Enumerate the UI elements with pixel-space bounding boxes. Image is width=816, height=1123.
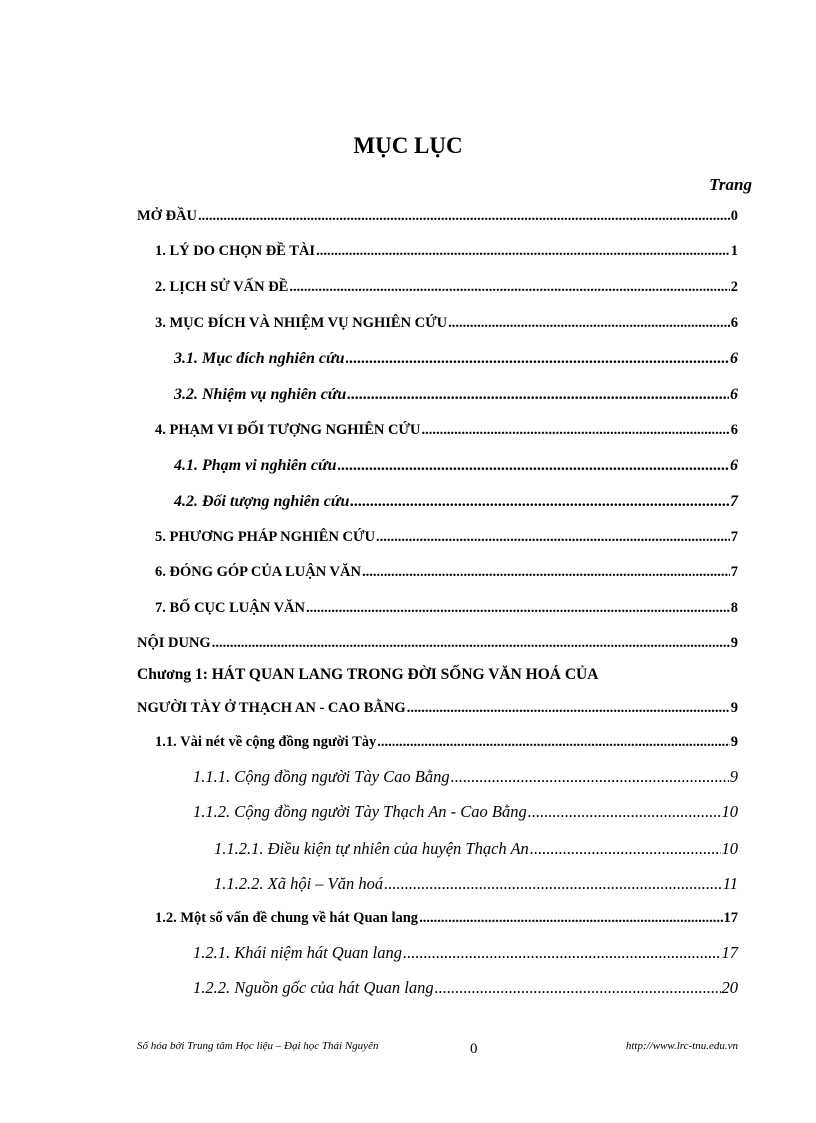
leader-dots	[350, 493, 729, 511]
toc-entry-3-2[interactable]	[174, 386, 738, 404]
toc-entry-muc-dich[interactable]	[155, 315, 738, 332]
toc-entry-page: 20	[721, 978, 738, 997]
toc-entry-chuong-1-line-1[interactable]	[137, 666, 598, 684]
toc-entry-text: 3.1. Mục đích nghiên cứu	[174, 350, 345, 367]
toc-entry-text: 5. PHƯƠNG PHÁP NGHIÊN CỨU	[155, 529, 376, 545]
toc-entry-page: 6	[730, 422, 738, 438]
toc-entry-text: NGƯỜI TÀY Ở THẠCH AN - CAO BẰNG	[137, 700, 406, 716]
toc-entry-text: 1.1.2.2. Xã hội – Văn hoá	[214, 874, 384, 893]
toc-entry-mo-dau[interactable]	[137, 208, 738, 225]
toc-entry-3-1[interactable]	[174, 350, 738, 368]
toc-entry-text: 3. MỤC ĐÍCH VÀ NHIỆM VỤ NGHIÊN CỨU	[155, 315, 448, 331]
leader-dots	[528, 802, 721, 822]
toc-entry-text: 1.1.1. Cộng đồng người Tày Cao Bằng	[193, 767, 450, 786]
footer-source-text: Số hóa bởi Trung tâm Học liệu – Đại học Thái Nguyên	[137, 1040, 379, 1052]
toc-entry-text: 1.1.2. Cộng đồng người Tày Thạch An - Cao Bằng	[193, 802, 527, 821]
leader-dots	[289, 279, 729, 296]
leader-dots	[306, 600, 730, 617]
toc-entry-text: NỘI DUNG	[137, 635, 211, 651]
leader-dots	[530, 839, 721, 859]
toc-entry-1-2[interactable]	[155, 910, 738, 927]
toc-entry-page: 7	[730, 564, 738, 580]
toc-entry-text: 3.2. Nhiệm vụ nghiên cứu	[174, 386, 347, 403]
toc-entry-page: 2	[730, 279, 738, 295]
toc-entry-noi-dung[interactable]	[137, 635, 738, 652]
leader-dots	[198, 208, 730, 225]
toc-entry-1-2-2[interactable]	[193, 978, 738, 998]
toc-entry-pham-vi[interactable]	[155, 422, 738, 439]
footer-page-number: 0	[470, 1041, 478, 1057]
leader-dots	[451, 767, 729, 787]
toc-entry-page: 8	[730, 600, 738, 616]
toc-entry-1-1-2-1[interactable]	[214, 839, 738, 859]
leader-dots	[362, 564, 730, 581]
toc-entry-page: 9	[730, 734, 738, 750]
footer-url[interactable]: http://www.lrc-tnu.edu.vn	[625, 1040, 738, 1052]
toc-entry-page: 9	[729, 767, 738, 786]
leader-dots	[435, 978, 721, 998]
toc-entry-page: 7	[730, 529, 738, 545]
toc-entry-phuong-phap[interactable]	[155, 529, 738, 546]
leader-dots	[377, 734, 730, 751]
leader-dots	[316, 243, 730, 260]
toc-entry-text: 7. BỐ CỤC LUẬN VĂN	[155, 600, 305, 616]
toc-entry-text: 1.1. Vài nét về cộng đồng người Tày	[155, 734, 377, 750]
toc-entry-4-1[interactable]	[174, 457, 738, 475]
toc-entry-text: 1.2. Một số vấn đề chung về hát Quan lang	[155, 910, 419, 926]
leader-dots	[407, 700, 730, 717]
toc-entry-text: 4. PHẠM VI ĐỐI TƯỢNG NGHIÊN CỨU	[155, 422, 421, 438]
toc-entry-text: Chương 1: HÁT QUAN LANG TRONG ĐỜI SỐNG VĂN HOÁ CỦA	[137, 666, 599, 683]
toc-entry-text: 1. LÝ DO CHỌN ĐỀ TÀI	[155, 243, 316, 259]
toc-entry-text: 1.2.2. Nguồn gốc của hát Quan lang	[193, 978, 434, 997]
leader-dots	[403, 943, 721, 963]
toc-entry-text: 1.2.1. Khái niệm hát Quan lang	[193, 943, 402, 962]
toc-entry-page: 17	[721, 943, 738, 962]
page-title: MỤC LỤC	[353, 133, 463, 158]
toc-entry-page: 9	[730, 635, 738, 651]
toc-entry-page: 10	[721, 839, 738, 858]
toc-entry-1-2-1[interactable]	[193, 943, 738, 963]
toc-entry-1-1-2[interactable]	[193, 802, 738, 822]
toc-entry-text: MỞ ĐẦU	[137, 208, 198, 224]
leader-dots	[376, 529, 730, 546]
toc-entry-page: 6	[730, 350, 738, 367]
toc-entry-dong-gop[interactable]	[155, 564, 738, 581]
toc-entry-bo-cuc[interactable]	[155, 600, 738, 617]
leader-dots	[346, 350, 730, 368]
toc-entry-text: 6. ĐÓNG GÓP CỦA LUẬN VĂN	[155, 564, 361, 580]
toc-entry-chuong-1-line-2[interactable]	[137, 700, 738, 717]
toc-entry-4-2[interactable]	[174, 493, 738, 511]
toc-entry-page: 10	[721, 802, 738, 821]
toc-entry-page: 6	[730, 386, 738, 403]
toc-entry-page: 11	[722, 874, 738, 893]
toc-entry-page: 1	[730, 243, 738, 259]
leader-dots	[338, 457, 730, 475]
leader-dots	[448, 315, 730, 332]
toc-entry-text: 4.2. Đối tượng nghiên cứu	[174, 493, 350, 510]
toc-entry-text: 4.1. Phạm vi nghiên cứu	[174, 457, 337, 474]
toc-entry-ly-do[interactable]	[155, 243, 738, 260]
toc-entry-page: 0	[730, 208, 738, 224]
toc-entry-1-1[interactable]	[155, 734, 738, 751]
toc-entry-1-1-1[interactable]	[193, 767, 738, 787]
toc-entry-page: 9	[730, 700, 738, 716]
toc-entry-text: 1.1.2.1. Điều kiện tự nhiên của huyện Thạch An	[214, 839, 529, 858]
leader-dots	[419, 910, 722, 927]
page-column-label: Trang	[709, 175, 752, 194]
toc-entry-page: 7	[730, 493, 738, 510]
toc-entry-1-1-2-2[interactable]	[214, 874, 738, 894]
toc-entry-page: 6	[730, 315, 738, 331]
toc-entry-page: 6	[730, 457, 738, 474]
leader-dots	[384, 874, 722, 894]
toc-entry-text: 2. LỊCH SỬ VẤN ĐỀ	[155, 279, 289, 295]
leader-dots	[421, 422, 729, 439]
leader-dots	[347, 386, 729, 404]
leader-dots	[212, 635, 730, 652]
toc-entry-lich-su[interactable]	[155, 279, 738, 296]
toc-entry-page: 17	[723, 910, 738, 926]
